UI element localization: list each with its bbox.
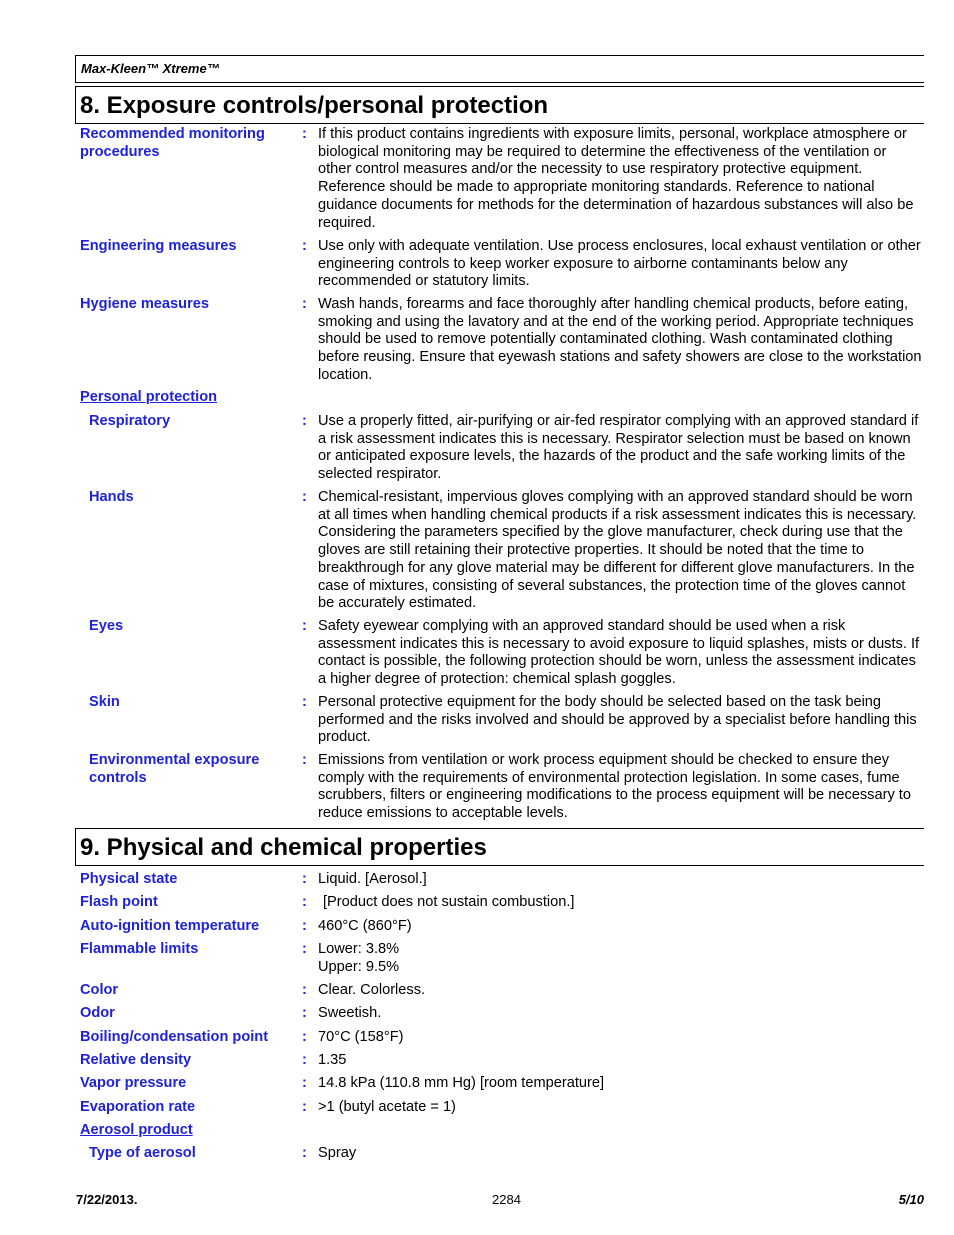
eyes-label: Eyes: [89, 618, 124, 634]
evaporation-label: Evaporation rate: [80, 1099, 196, 1115]
flash-point-value: [Product does not sustain combustion.]: [323, 894, 575, 910]
colon: :: [302, 618, 307, 634]
colon: :: [302, 1099, 307, 1115]
flammable-upper: Upper: 9.5%: [318, 958, 400, 975]
hands-label: Hands: [89, 489, 134, 505]
vapor-value: 14.8 kPa (110.8 mm Hg) [room temperature]: [318, 1075, 605, 1091]
aerosol-type-value: Spray: [318, 1145, 357, 1161]
colon: :: [302, 1075, 307, 1091]
colon: :: [302, 238, 307, 254]
physical-state-label: Physical state: [80, 871, 178, 887]
footer-code: 2284: [492, 1192, 521, 1207]
colon: :: [302, 126, 307, 142]
aerosol-type-label: Type of aerosol: [89, 1145, 196, 1161]
engineering-label: Engineering measures: [80, 238, 237, 254]
colon: :: [302, 982, 307, 998]
odor-value: Sweetish.: [318, 1005, 382, 1021]
colon: :: [302, 871, 307, 887]
flammable-value: [318, 941, 922, 976]
color-label: Color: [80, 982, 119, 998]
boiling-label: Boiling/condensation point: [80, 1029, 269, 1045]
section-8-header: [75, 86, 924, 124]
hands-value: Chemical-resistant, impervious gloves complying with an approved standard should be worn at all times when handling chemical products if a risk assessment indicates this is necessary. Considering the parameters specified by the glove manufacturer, check during use that the gloves are still retaining their protective properties. It should be noted that the time to breakthrough for any glove material may be different for different glove manufacturers. In the case of mixtures, consisting of several substances, the protection time of the gloves cannot be accurately estimated.: [318, 489, 917, 612]
footer-page: 5/10: [898, 1192, 924, 1207]
colon: :: [302, 1052, 307, 1068]
flammable-lower: Lower: 3.8%: [318, 941, 400, 957]
product-header: [75, 55, 924, 83]
respiratory-label: Respiratory: [89, 413, 171, 429]
colon: :: [302, 1029, 307, 1045]
evaporation-value: >1 (butyl acetate = 1): [318, 1099, 456, 1115]
engineering-value: Use only with adequate ventilation. Use process enclosures, local exhaust ventilation or other engineering controls to keep worker exposure to airborne contaminants below any recommended or statutory limits.: [318, 238, 921, 290]
skin-value: Personal protective equipment for the body should be selected based on the task being performed and the risks involved and should be approved by a specialist before handling this product.: [318, 694, 917, 746]
eyes-value: Safety eyewear complying with an approved standard should be used when a risk assessment indicates this is necessary to avoid exposure to liquid splashes, mists or dusts. If contact is possible, the following protection should be worn, unless the assessment indicates a higher degree of protection: chemical splash goggles.: [318, 618, 920, 688]
flammable-label: Flammable limits: [80, 941, 199, 957]
colon: :: [302, 489, 307, 505]
section-8-title: 8. Exposure controls/personal protection: [80, 92, 549, 119]
colon: :: [302, 1145, 307, 1161]
colon: :: [302, 894, 307, 910]
skin-label: Skin: [89, 694, 120, 710]
vapor-label: Vapor pressure: [80, 1075, 187, 1091]
colon: :: [302, 752, 307, 768]
color-value: Clear. Colorless.: [318, 982, 426, 998]
physical-state-value: Liquid. [Aerosol.]: [318, 871, 427, 887]
colon: :: [302, 1005, 307, 1021]
section-9-title: 9. Physical and chemical properties: [80, 834, 487, 861]
hygiene-label: Hygiene measures: [80, 296, 209, 312]
monitoring-label: Recommended monitoring procedures: [80, 126, 265, 160]
flash-point-label: Flash point: [80, 894, 158, 910]
environmental-label: Environmental exposure controls: [89, 752, 260, 786]
odor-label: Odor: [80, 1005, 115, 1021]
colon: :: [302, 296, 307, 312]
product-name: Max-Kleen™ Xtreme™: [81, 61, 220, 76]
colon: :: [302, 918, 307, 934]
footer-date: 7/22/2013.: [76, 1192, 138, 1207]
aerosol-product-link[interactable]: Aerosol product: [80, 1122, 193, 1138]
autoignition-value: 460°C (860°F): [318, 918, 412, 934]
autoignition-label: Auto-ignition temperature: [80, 918, 260, 934]
hygiene-value: Wash hands, forearms and face thoroughly after handling chemical products, before eating, smoking and using the lavatory and at the end of the working period. Appropriate techniques should be used to remove potentially contaminated clothing. Wash contaminated clothing before reusing. Ensure that eyewash stations and safety showers are close to the workstation location.: [318, 296, 922, 383]
monitoring-value: If this product contains ingredients with exposure limits, personal, workplace atmosphere or biological monitoring may be required to determine the effectiveness of the ventilation or other control measures and/or the necessity to use respiratory protective equipment. Reference should be made to appropriate monitoring standards. Reference to national guidance documents for methods for the determination of hazardous substances will also be required.: [318, 126, 914, 231]
colon: :: [302, 413, 307, 429]
colon: :: [302, 941, 307, 957]
respiratory-value: Use a properly fitted, air-purifying or air-fed respirator complying with an approved standard if a risk assessment indicates this is necessary. Respirator selection must be based on known or anticipated exposure levels, the hazards of the product and the safe working limits of the selected respirator.: [318, 413, 919, 483]
colon: :: [302, 694, 307, 710]
density-value: 1.35: [318, 1052, 347, 1068]
environmental-value: Emissions from ventilation or work process equipment should be checked to ensure they comply with the requirements of environmental protection legislation. In some cases, fume scrubbers, filters or engineering modifications to the process equipment will be necessary to reduce emissions to acceptable levels.: [318, 752, 911, 822]
personal-protection-link[interactable]: Personal protection: [80, 389, 218, 405]
section-9-header: [75, 828, 924, 866]
density-label: Relative density: [80, 1052, 192, 1068]
boiling-value: 70°C (158°F): [318, 1029, 404, 1045]
